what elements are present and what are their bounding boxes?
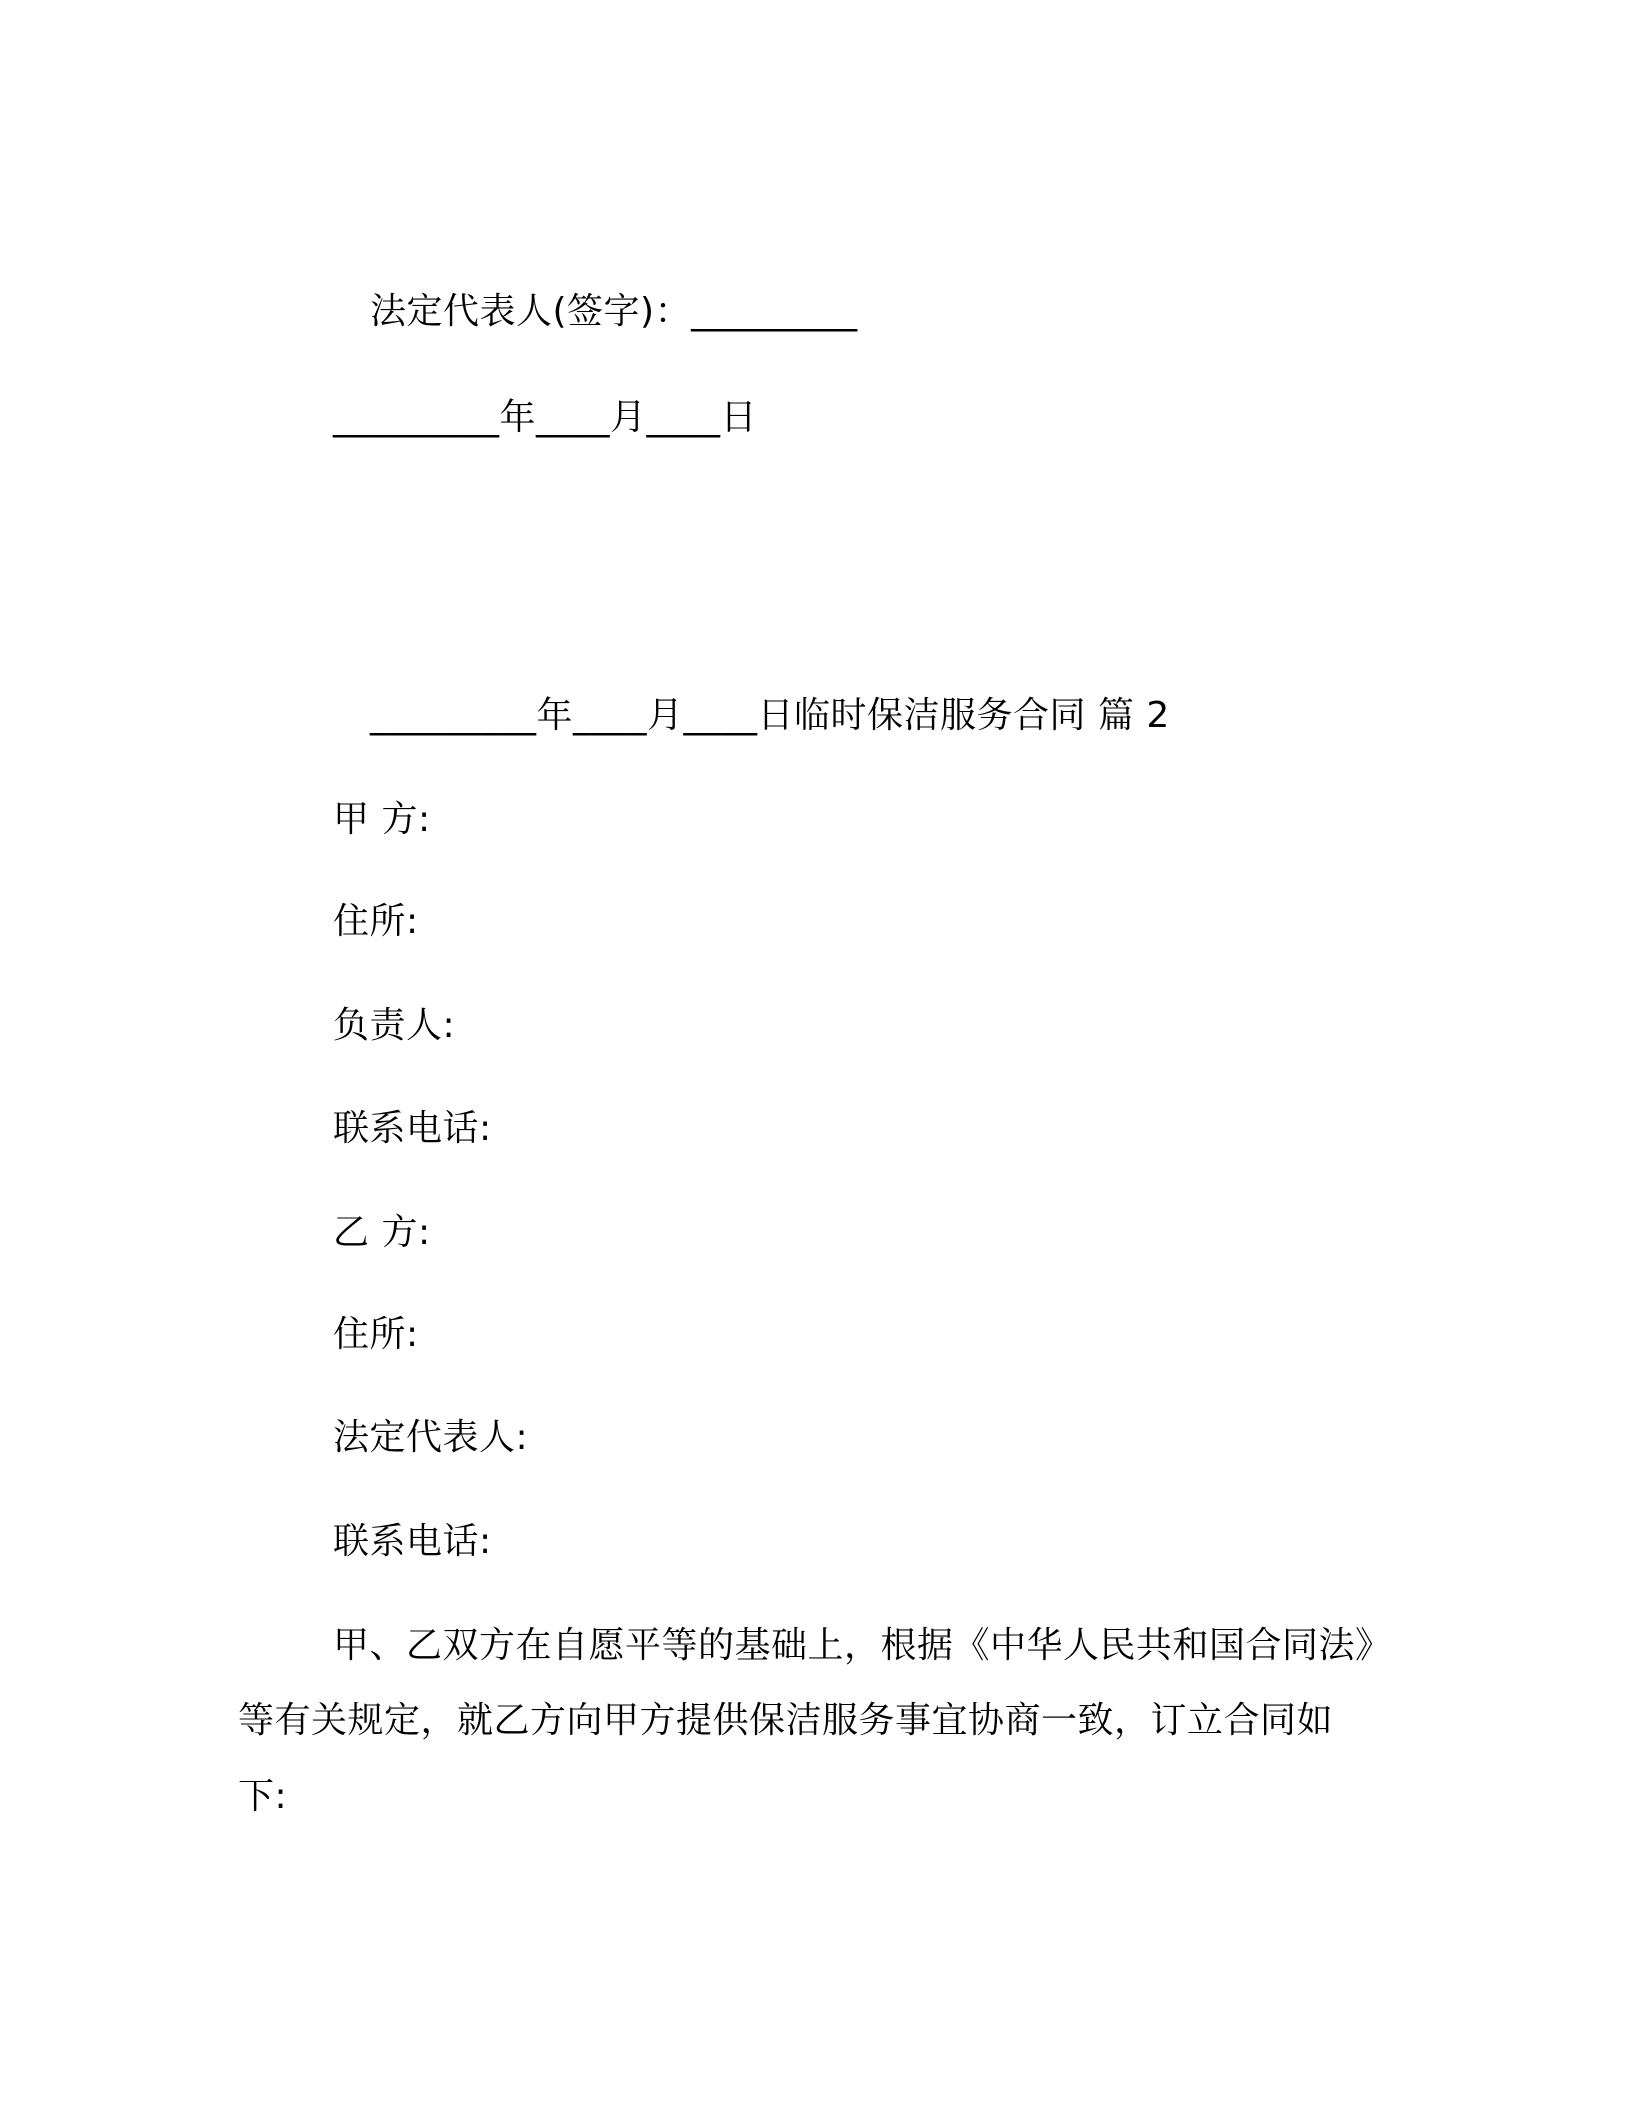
- date-line: _________年____月____日: [333, 397, 757, 438]
- intro-paragraph-line-3: 下:: [238, 1776, 288, 1817]
- party-b-address-label: 住所:: [333, 1314, 419, 1355]
- section-title: _________年____月____日临时保洁服务合同 篇 2: [370, 695, 1170, 736]
- intro-paragraph-line-2: 等有关规定，就乙方向甲方提供保洁服务事宜协商一致，订立合同如: [238, 1700, 1334, 1741]
- party-a-responsible-label: 负责人:: [333, 1005, 456, 1046]
- party-b-label: 乙 方:: [333, 1212, 431, 1253]
- party-b-phone-label: 联系电话:: [333, 1521, 492, 1562]
- intro-paragraph-line-1: 甲、乙双方在自愿平等的基础上，根据《中华人民共和国合同法》: [333, 1625, 1392, 1666]
- signature-line: 法定代表人(签字)：_________: [370, 291, 858, 332]
- party-a-label: 甲 方:: [333, 799, 431, 840]
- party-a-phone-label: 联系电话:: [333, 1108, 492, 1149]
- party-a-address-label: 住所:: [333, 901, 419, 942]
- party-b-legal-rep-label: 法定代表人:: [333, 1417, 529, 1458]
